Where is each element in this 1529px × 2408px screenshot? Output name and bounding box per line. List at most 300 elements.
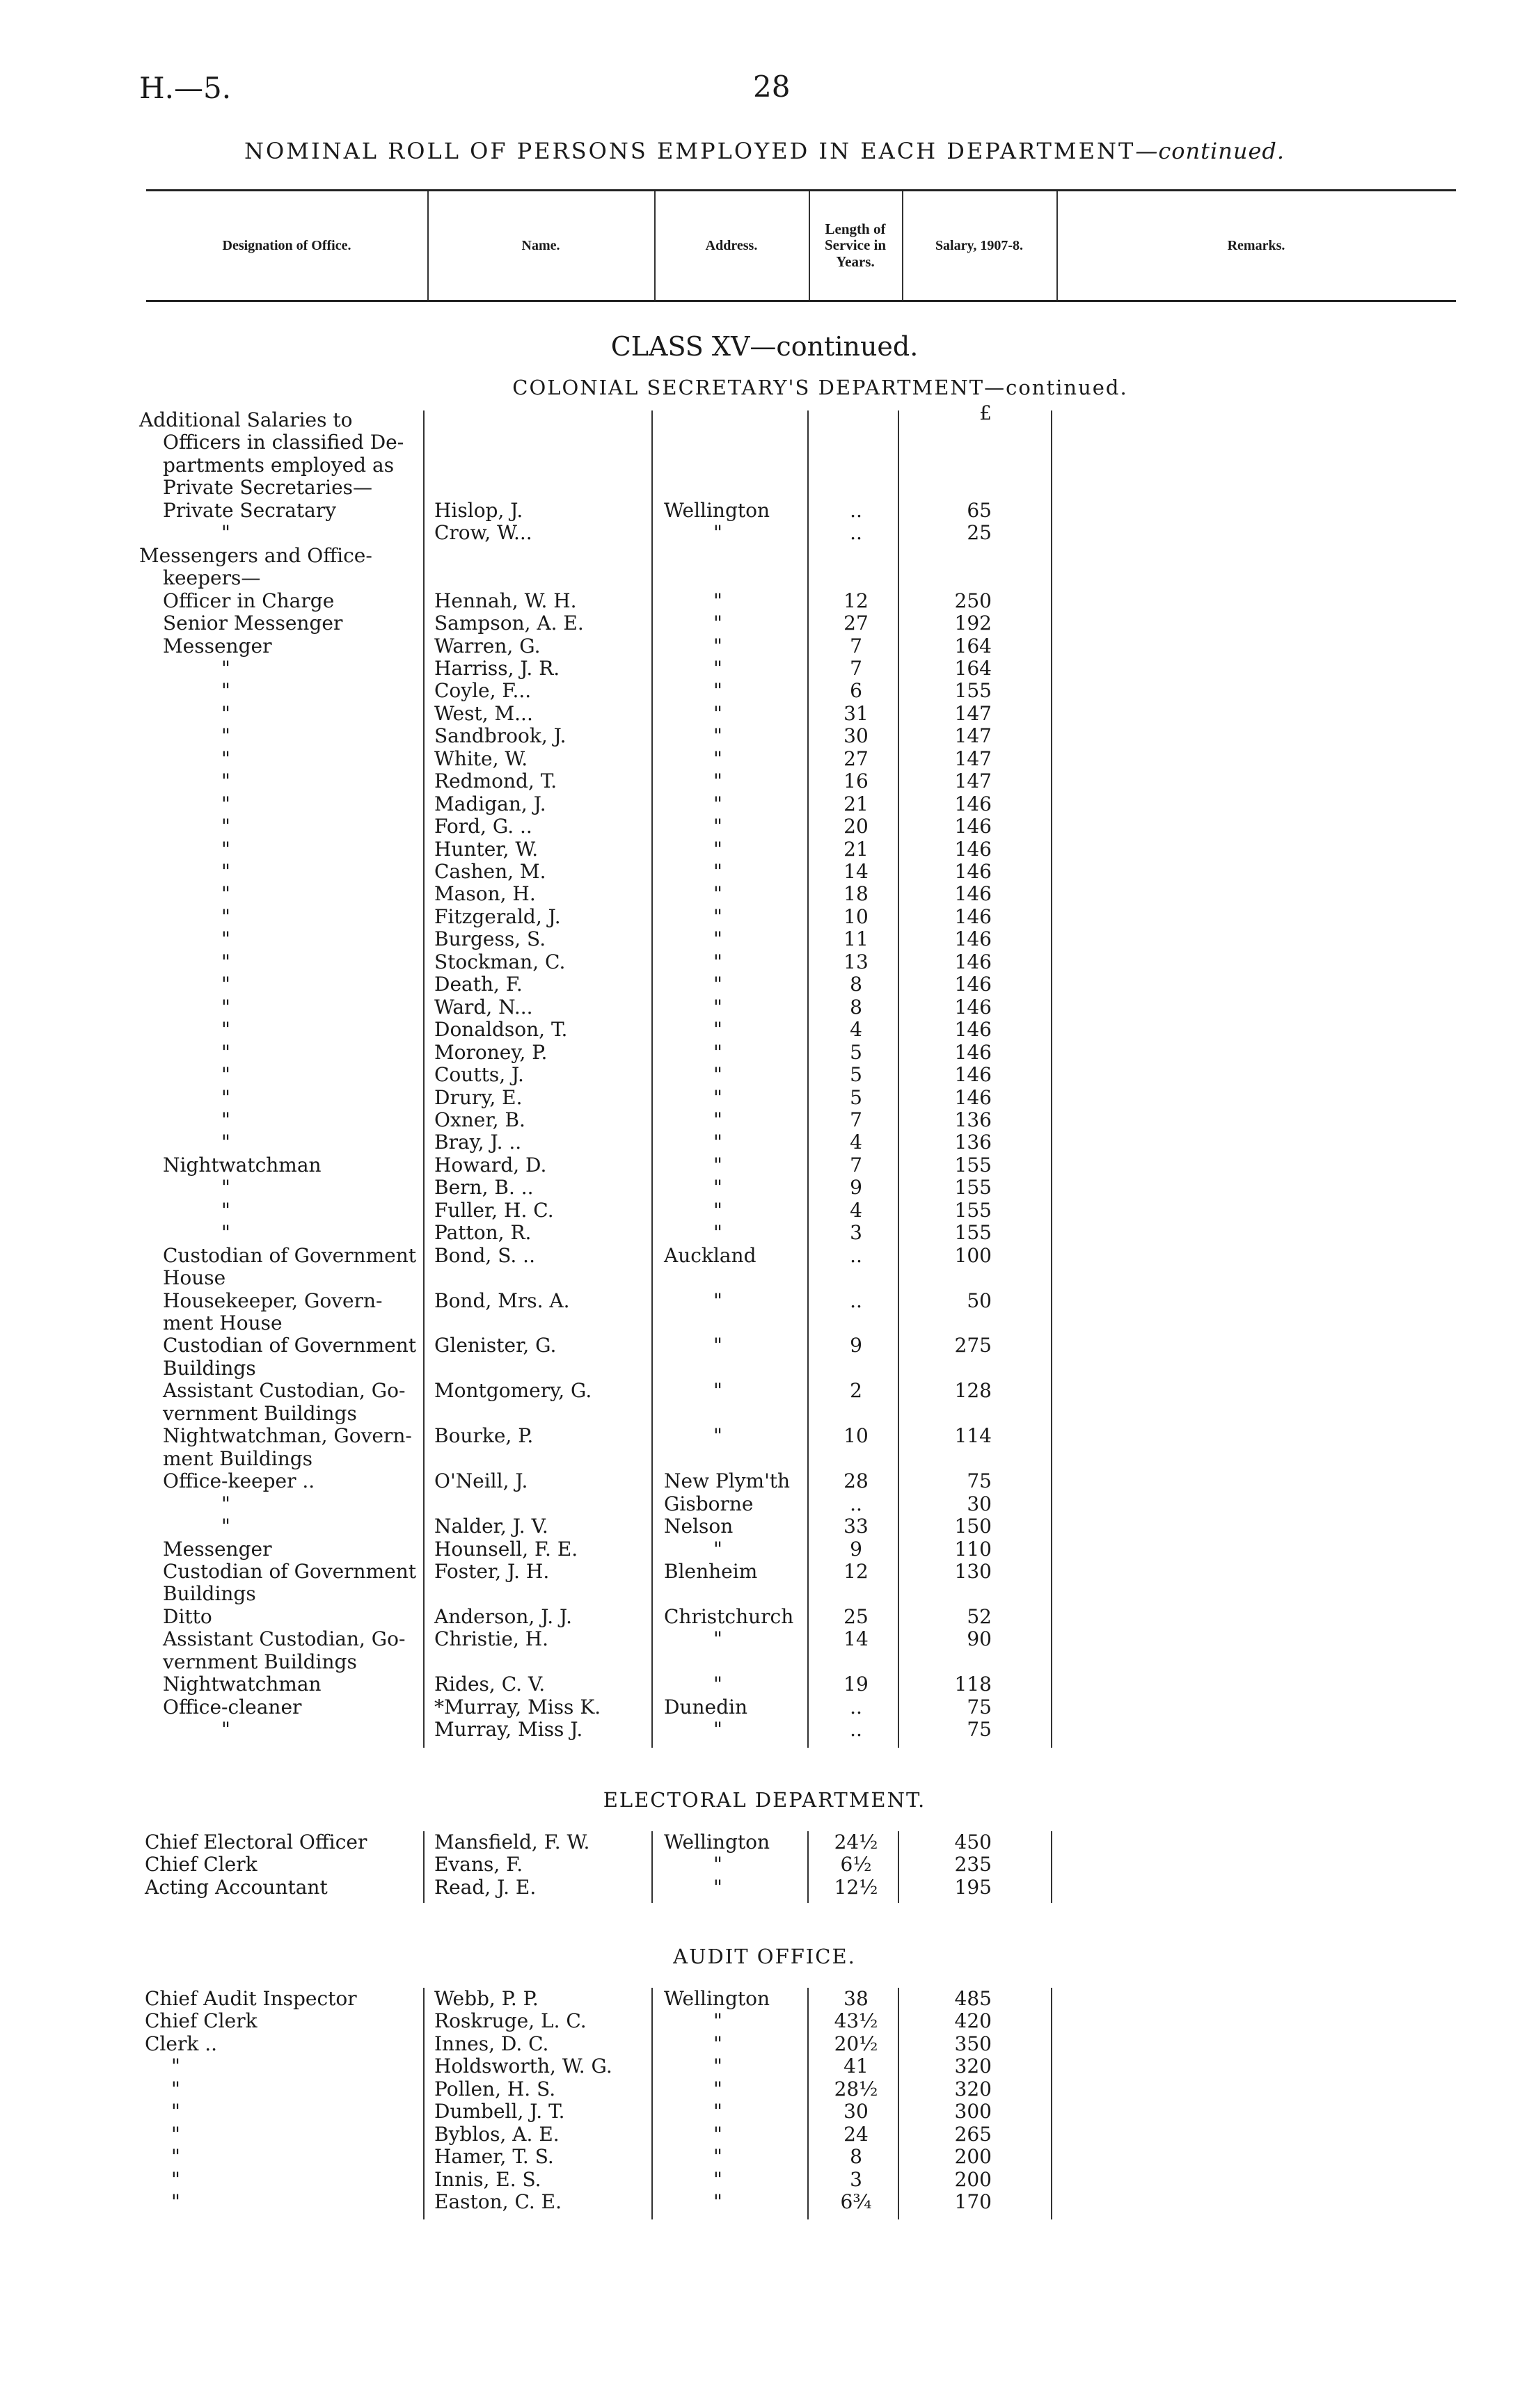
- row-address: Wellington: [664, 498, 770, 522]
- row-designation: ": [221, 882, 230, 906]
- row-address: ": [713, 747, 722, 770]
- page-title: [0, 138, 1529, 164]
- row-years: ..: [850, 498, 862, 522]
- row-salary: 320: [954, 2077, 992, 2100]
- row-designation: ": [221, 1176, 230, 1199]
- row-years: 7: [850, 656, 862, 680]
- row-salary: 155: [954, 1198, 992, 1222]
- row-address: ": [713, 724, 722, 748]
- row-address: New Plym'th: [664, 1469, 791, 1493]
- header-length: Length of Service in Years.: [824, 221, 887, 270]
- row-name: Coyle, F...: [434, 679, 532, 703]
- row-address: ": [713, 1131, 722, 1154]
- page-identifier: H.—5.: [139, 71, 232, 105]
- row-salary: 170: [954, 2190, 992, 2214]
- page-number: 28: [753, 70, 791, 104]
- page-title-suffix: —continued.: [1135, 138, 1285, 164]
- row-designation: vernment Buildings: [163, 1401, 357, 1425]
- row-designation: ": [221, 1063, 230, 1087]
- row-address: ": [713, 1085, 722, 1109]
- row-designation: House: [163, 1266, 226, 1290]
- row-salary: 146: [954, 860, 992, 883]
- row-address: ": [713, 2145, 722, 2169]
- row-salary: 265: [954, 2122, 992, 2146]
- row-designation: Chief Audit Inspector: [145, 1987, 357, 2010]
- row-name: Hennah, W. H.: [434, 589, 577, 612]
- row-name: Howard, D.: [434, 1153, 547, 1177]
- row-years: 6: [850, 679, 862, 703]
- row-address: ": [713, 950, 722, 973]
- row-designation: Chief Clerk: [145, 1853, 258, 1876]
- row-name: Mansfield, F. W.: [434, 1831, 590, 1853]
- table-header: [146, 189, 1456, 302]
- row-address: ": [713, 2190, 722, 2214]
- row-address: ": [713, 1198, 722, 1222]
- column-rule: [807, 1831, 809, 1903]
- row-designation: ment Buildings: [163, 1446, 313, 1470]
- row-years: 6½: [840, 1853, 872, 1876]
- row-years: 9: [850, 1537, 862, 1561]
- row-designation: ": [171, 2145, 180, 2169]
- row-name: O'Neill, J.: [434, 1469, 528, 1493]
- row-address: ": [713, 1221, 722, 1245]
- header-divider: [654, 191, 656, 300]
- row-salary: 155: [954, 1221, 992, 1245]
- row-designation: Nightwatchman: [163, 1673, 322, 1696]
- row-address: ": [713, 1424, 722, 1448]
- row-salary: 75: [967, 1469, 992, 1493]
- row-years: 3: [850, 2167, 862, 2191]
- row-name: Roskruge, L. C.: [434, 2009, 587, 2033]
- row-name: Pollen, H. S.: [434, 2077, 556, 2100]
- row-years: 9: [850, 1334, 862, 1357]
- row-salary: 164: [954, 656, 992, 680]
- row-name: Webb, P. P.: [434, 1987, 539, 2010]
- row-salary: 485: [954, 1987, 992, 2010]
- row-designation: ": [221, 837, 230, 861]
- column-rule: [651, 410, 653, 1748]
- row-years: 38: [843, 1987, 869, 2010]
- header-salary: Salary, 1907-8.: [935, 238, 1024, 253]
- row-designation: ": [221, 860, 230, 883]
- row-name: Dumbell, J. T.: [434, 2100, 565, 2123]
- row-name: Mason, H.: [434, 882, 536, 906]
- row-years: 20: [843, 815, 869, 838]
- row-designation: ": [221, 792, 230, 815]
- section-title: AUDIT OFFICE.: [673, 1945, 856, 1968]
- row-years: 11: [843, 927, 869, 951]
- row-salary: 52: [967, 1604, 992, 1628]
- row-years: 12: [843, 1559, 869, 1583]
- row-designation: ": [221, 1492, 230, 1515]
- row-designation: Buildings: [163, 1582, 256, 1606]
- row-address: ": [713, 1537, 722, 1561]
- row-designation: ": [221, 679, 230, 703]
- row-name: Rides, C. V.: [434, 1673, 546, 1696]
- row-designation: ": [221, 521, 230, 545]
- row-designation: ": [221, 1085, 230, 1109]
- row-designation: ": [221, 1221, 230, 1245]
- row-name: Byblos, A. E.: [434, 2122, 560, 2146]
- row-designation: Senior Messenger: [163, 612, 343, 635]
- header-divider: [902, 191, 903, 300]
- row-salary: 147: [954, 747, 992, 770]
- column-rule: [423, 410, 425, 1748]
- row-salary: 450: [954, 1831, 992, 1853]
- row-address: ": [713, 882, 722, 906]
- row-address: Gisborne: [664, 1492, 754, 1515]
- row-salary: 250: [954, 589, 992, 612]
- row-designation: Office-keeper ..: [163, 1469, 315, 1493]
- row-salary: 146: [954, 815, 992, 838]
- row-name: Madigan, J.: [434, 792, 546, 815]
- row-years: 43½: [834, 2009, 878, 2033]
- row-name: Innis, E. S.: [434, 2167, 541, 2191]
- row-address: Blenheim: [664, 1559, 758, 1583]
- row-years: 2: [850, 1379, 862, 1403]
- row-address: ": [713, 2009, 722, 2033]
- row-years: 5: [850, 1085, 862, 1109]
- row-salary: 146: [954, 1063, 992, 1087]
- row-salary: 136: [954, 1131, 992, 1154]
- row-years: 21: [843, 837, 869, 861]
- header-divider: [1056, 191, 1058, 300]
- row-salary: 200: [954, 2145, 992, 2169]
- row-salary: 300: [954, 2100, 992, 2123]
- row-years: 12½: [834, 1875, 878, 1899]
- row-address: ": [713, 1176, 722, 1199]
- row-name: Death, F.: [434, 973, 523, 996]
- row-designation: Officers in classified De-: [163, 431, 404, 454]
- row-name: Holdsworth, W. G.: [434, 2055, 612, 2078]
- row-address: ": [713, 837, 722, 861]
- row-designation: ": [221, 656, 230, 680]
- row-years: 12: [843, 589, 869, 612]
- header-divider: [427, 191, 429, 300]
- row-designation: Additional Salaries to: [139, 408, 353, 431]
- row-designation: Messenger: [163, 634, 272, 657]
- row-address: ": [713, 1853, 722, 1876]
- row-years: 16: [843, 770, 869, 793]
- column-rule: [898, 410, 899, 1748]
- row-years: ..: [850, 521, 862, 545]
- row-salary: 275: [954, 1334, 992, 1357]
- row-address: ": [713, 2167, 722, 2191]
- row-address: ": [713, 1063, 722, 1087]
- row-years: 4: [850, 1131, 862, 1154]
- row-salary: 75: [967, 1695, 992, 1719]
- row-designation: ": [221, 1131, 230, 1154]
- row-name: Harriss, J. R.: [434, 656, 560, 680]
- row-designation: Buildings: [163, 1356, 256, 1380]
- row-salary: 90: [967, 1627, 992, 1651]
- row-salary: 155: [954, 1176, 992, 1199]
- row-salary: 146: [954, 1018, 992, 1042]
- row-years: 4: [850, 1198, 862, 1222]
- row-name: Warren, G.: [434, 634, 541, 657]
- row-designation: ": [221, 973, 230, 996]
- row-years: 10: [843, 904, 869, 928]
- column-rule: [898, 1988, 899, 2219]
- row-name: Bond, S. ..: [434, 1243, 535, 1267]
- row-address: ": [713, 2100, 722, 2123]
- row-address: ": [713, 2077, 722, 2100]
- row-salary: 146: [954, 837, 992, 861]
- row-name: Burgess, S.: [434, 927, 546, 951]
- row-name: Sampson, A. E.: [434, 612, 584, 635]
- row-designation: Custodian of Government: [163, 1334, 416, 1357]
- row-years: 28½: [834, 2077, 878, 2100]
- row-years: 20½: [834, 2032, 878, 2055]
- row-name: Sandbrook, J.: [434, 724, 567, 748]
- row-designation: ": [221, 904, 230, 928]
- row-salary: 146: [954, 1040, 992, 1064]
- row-name: Hislop, J.: [434, 498, 523, 522]
- row-designation: Assistant Custodian, Go-: [163, 1627, 406, 1651]
- row-address: ": [713, 815, 722, 838]
- column-rule: [651, 1988, 653, 2219]
- row-name: Read, J. E.: [434, 1875, 537, 1899]
- row-name: Stockman, C.: [434, 950, 566, 973]
- row-name: Hunter, W.: [434, 837, 539, 861]
- row-years: 8: [850, 995, 862, 1019]
- row-salary: 50: [967, 1289, 992, 1312]
- row-years: ..: [850, 1492, 862, 1515]
- currency-symbol: £: [979, 401, 992, 424]
- row-name: Fitzgerald, J.: [434, 904, 561, 928]
- row-designation: Clerk ..: [145, 2032, 218, 2055]
- row-name: West, M...: [434, 701, 533, 725]
- row-years: 30: [843, 2100, 869, 2123]
- row-salary: 164: [954, 634, 992, 657]
- row-years: 9: [850, 1176, 862, 1199]
- row-address: Wellington: [664, 1831, 770, 1853]
- row-address: ": [713, 679, 722, 703]
- column-rule: [1051, 1831, 1052, 1903]
- row-years: 5: [850, 1063, 862, 1087]
- row-salary: 75: [967, 1718, 992, 1741]
- row-designation: ": [171, 2167, 180, 2191]
- row-years: 7: [850, 1153, 862, 1177]
- row-name: Patton, R.: [434, 1221, 532, 1245]
- row-name: Cashen, M.: [434, 860, 546, 883]
- row-name: Coutts, J.: [434, 1063, 524, 1087]
- row-designation: ": [221, 747, 230, 770]
- row-name: Murray, Miss J.: [434, 1718, 583, 1741]
- row-salary: 146: [954, 882, 992, 906]
- row-name: Bourke, P.: [434, 1424, 534, 1448]
- row-designation: ": [221, 701, 230, 725]
- row-years: 4: [850, 1018, 862, 1042]
- row-salary: 350: [954, 2032, 992, 2055]
- row-address: ": [713, 701, 722, 725]
- row-address: ": [713, 1379, 722, 1403]
- row-designation: ": [221, 1718, 230, 1741]
- row-years: 8: [850, 2145, 862, 2169]
- row-years: 19: [843, 1673, 869, 1696]
- row-name: Oxner, B.: [434, 1108, 525, 1131]
- row-name: *Murray, Miss K.: [434, 1695, 601, 1719]
- section-title: ELECTORAL DEPARTMENT.: [603, 1788, 926, 1812]
- row-years: 14: [843, 860, 869, 883]
- row-address: ": [713, 1627, 722, 1651]
- row-address: Wellington: [664, 1987, 770, 2010]
- row-name: Ward, N...: [434, 995, 533, 1019]
- row-designation: Messengers and Office-: [139, 543, 372, 567]
- column-rule: [1051, 410, 1052, 1748]
- row-salary: 130: [954, 1559, 992, 1583]
- row-years: ..: [850, 1289, 862, 1312]
- row-years: ..: [850, 1243, 862, 1267]
- column-rule: [807, 1988, 809, 2219]
- row-designation: Acting Accountant: [145, 1875, 328, 1899]
- row-salary: 128: [954, 1379, 992, 1403]
- row-address: ": [713, 1875, 722, 1899]
- row-designation: Officer in Charge: [163, 589, 335, 612]
- row-name: Ford, G. ..: [434, 815, 532, 838]
- section-title: COLONIAL SECRETARY'S DEPARTMENT—continued.: [512, 376, 1128, 399]
- row-designation: Chief Electoral Officer: [145, 1831, 367, 1853]
- row-salary: 146: [954, 904, 992, 928]
- column-rule: [1051, 1988, 1052, 2219]
- row-salary: 147: [954, 724, 992, 748]
- row-address: ": [713, 634, 722, 657]
- row-designation: Messenger: [163, 1537, 272, 1561]
- row-name: Montgomery, G.: [434, 1379, 592, 1403]
- row-name: Donaldson, T.: [434, 1018, 568, 1042]
- row-address: ": [713, 904, 722, 928]
- row-years: 7: [850, 634, 862, 657]
- page-title-text: NOMINAL ROLL OF PERSONS EMPLOYED IN EACH DEPARTMENT: [244, 138, 1136, 164]
- row-salary: 146: [954, 792, 992, 815]
- row-address: ": [713, 927, 722, 951]
- column-rule: [807, 410, 809, 1748]
- row-designation: Custodian of Government: [163, 1559, 416, 1583]
- row-salary: 100: [954, 1243, 992, 1267]
- row-address: ": [713, 521, 722, 545]
- row-address: ": [713, 792, 722, 815]
- row-address: ": [713, 2032, 722, 2055]
- row-address: ": [713, 770, 722, 793]
- row-address: ": [713, 995, 722, 1019]
- row-address: ": [713, 1040, 722, 1064]
- row-designation: ": [221, 1040, 230, 1064]
- header-remarks: Remarks.: [1227, 238, 1285, 253]
- row-years: 30: [843, 724, 869, 748]
- row-designation: ": [221, 1515, 230, 1538]
- row-address: Nelson: [664, 1515, 734, 1538]
- header-address: Address.: [705, 238, 758, 253]
- row-salary: 136: [954, 1108, 992, 1131]
- row-years: 27: [843, 747, 869, 770]
- row-designation: Nightwatchman, Govern-: [163, 1424, 412, 1448]
- row-years: 27: [843, 612, 869, 635]
- header-designation: Designation of Office.: [222, 238, 351, 253]
- row-years: 18: [843, 882, 869, 906]
- row-salary: 320: [954, 2055, 992, 2078]
- row-years: 31: [843, 701, 869, 725]
- row-designation: Private Secratary: [163, 498, 337, 522]
- row-salary: 146: [954, 1085, 992, 1109]
- row-salary: 192: [954, 612, 992, 635]
- column-rule: [898, 1831, 899, 1903]
- row-name: Bern, B. ..: [434, 1176, 534, 1199]
- row-years: 13: [843, 950, 869, 973]
- row-salary: 155: [954, 1153, 992, 1177]
- row-years: 8: [850, 973, 862, 996]
- column-rule: [423, 1831, 425, 1903]
- row-address: ": [713, 656, 722, 680]
- row-designation: partments employed as: [163, 453, 395, 477]
- row-address: ": [713, 612, 722, 635]
- header-name: Name.: [521, 238, 560, 253]
- row-designation: ": [171, 2055, 180, 2078]
- row-years: 25: [843, 1604, 869, 1628]
- row-address: ": [713, 1673, 722, 1696]
- row-salary: 235: [954, 1853, 992, 1876]
- row-salary: 147: [954, 701, 992, 725]
- row-designation: Assistant Custodian, Go-: [163, 1379, 406, 1403]
- column-rule: [423, 1988, 425, 2219]
- row-address: ": [713, 1018, 722, 1042]
- row-designation: Office-cleaner: [163, 1695, 302, 1719]
- row-years: 5: [850, 1040, 862, 1064]
- row-years: 6¾: [840, 2190, 872, 2214]
- row-years: 7: [850, 1108, 862, 1131]
- row-address: ": [713, 1334, 722, 1357]
- row-salary: 420: [954, 2009, 992, 2033]
- row-designation: ": [171, 2100, 180, 2123]
- row-name: Hounsell, F. E.: [434, 1537, 578, 1561]
- row-years: 14: [843, 1627, 869, 1651]
- row-name: Innes, D. C.: [434, 2032, 549, 2055]
- row-name: Redmond, T.: [434, 770, 557, 793]
- row-name: Evans, F.: [434, 1853, 523, 1876]
- row-salary: 146: [954, 927, 992, 951]
- row-designation: ": [221, 815, 230, 838]
- row-salary: 195: [954, 1875, 992, 1899]
- row-salary: 65: [967, 498, 992, 522]
- row-salary: 118: [954, 1673, 992, 1696]
- row-salary: 25: [967, 521, 992, 545]
- row-years: 28: [843, 1469, 869, 1493]
- row-designation: ": [221, 927, 230, 951]
- row-designation: vernment Buildings: [163, 1650, 357, 1673]
- row-address: ": [713, 589, 722, 612]
- row-name: Drury, E.: [434, 1085, 523, 1109]
- row-salary: 114: [954, 1424, 992, 1448]
- row-name: White, W.: [434, 747, 528, 770]
- row-years: 41: [843, 2055, 869, 2078]
- row-address: ": [713, 1289, 722, 1312]
- row-salary: 146: [954, 950, 992, 973]
- row-name: Crow, W...: [434, 521, 532, 545]
- row-salary: 146: [954, 973, 992, 996]
- row-salary: 155: [954, 679, 992, 703]
- class-title: CLASS XV—continued.: [610, 331, 919, 362]
- column-rule: [651, 1831, 653, 1903]
- row-salary: 150: [954, 1515, 992, 1538]
- row-address: Dunedin: [664, 1695, 747, 1719]
- row-address: Auckland: [664, 1243, 756, 1267]
- row-name: Foster, J. H.: [434, 1559, 550, 1583]
- row-address: ": [713, 973, 722, 996]
- row-years: 24½: [834, 1831, 878, 1853]
- row-name: Hamer, T. S.: [434, 2145, 554, 2169]
- header-divider: [809, 191, 810, 300]
- row-name: Easton, C. E.: [434, 2190, 562, 2214]
- row-years: ..: [850, 1718, 862, 1741]
